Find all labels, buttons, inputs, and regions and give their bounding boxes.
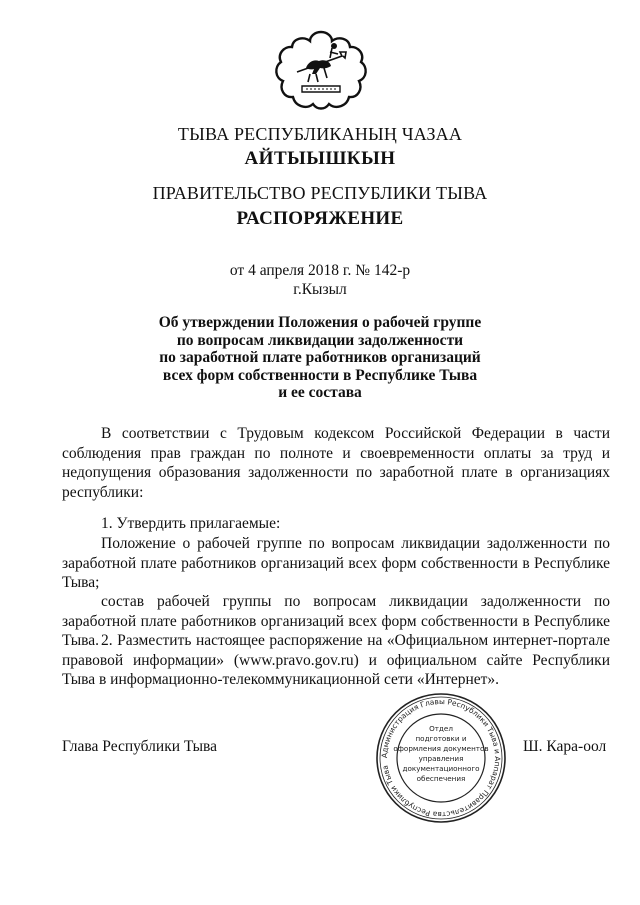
title-line: всех форм собственности в Республике Тыва xyxy=(162,366,478,384)
tuva-organization-name: ТЫВА РЕСПУБЛИКАНЫҢ ЧАЗАА xyxy=(177,124,463,144)
svg-text:Администрация Главы Республики: Администрация Главы Республики Тыва и Аппарат Правительства Республики Тыва xyxy=(379,696,503,820)
signatory-position: Глава Республики Тыва xyxy=(62,738,218,755)
tuva-coat-of-arms-icon xyxy=(272,28,370,114)
item-2-paragraph: 2. Разместить настоящее распоряжение на «Официальном интернет-портале правовой информации» (www.pravo.gov.ru) и официальном сайте Республики Тыва в информационно-телекоммуникационной сети «Интернет». xyxy=(62,632,610,688)
svg-text:управления: управления xyxy=(418,754,464,763)
document-date-number: от 4 апреля 2018 г. № 142-р xyxy=(229,262,411,279)
title-line: Об утверждении Положения о рабочей группе xyxy=(158,314,482,331)
title-line: по вопросам ликвидации задолженности xyxy=(176,331,464,349)
item-1-composition-paragraph: состав рабочей группы по вопросам ликвидации задолженности по заработной плате работников организаций всех форм собственности в Республике Тыва. xyxy=(62,593,610,649)
svg-text:Отдел: Отдел xyxy=(429,724,453,733)
document-title xyxy=(0,314,640,402)
svg-text:обеспечения: обеспечения xyxy=(416,774,466,783)
government-name: ПРАВИТЕЛЬСТВО РЕСПУБЛИКИ ТЫВА xyxy=(152,183,488,203)
document-city: г.Кызыл xyxy=(293,281,347,298)
title-line: и ее состава xyxy=(278,384,362,401)
document-type: РАСПОРЯЖЕНИЕ xyxy=(236,208,404,229)
item-1-paragraph: 1. Утвердить прилагаемые: xyxy=(101,515,281,532)
svg-text:документационного: документационного xyxy=(402,764,480,773)
signatory-name: Ш. Кара-оол xyxy=(523,738,607,755)
svg-text:оформления документов: оформления документов xyxy=(393,744,489,753)
tuva-document-type: АЙТЫЫШКЫН xyxy=(244,148,396,169)
title-line: по заработной плате работников организаций xyxy=(159,349,481,366)
item-1-regulation-paragraph: Положение о рабочей группе по вопросам ликвидации задолженности по заработной плате работников организаций всех форм собственности в Республике Тыва; xyxy=(62,535,610,591)
svg-text:подготовки и: подготовки и xyxy=(415,734,467,743)
official-stamp xyxy=(374,691,508,825)
preamble-paragraph: В соответствии с Трудовым кодексом Российской Федерации в части соблюдения прав граждан по полноте и своевременности оплаты за труд и недопущения образования задолженности по заработной плате в организациях республики: xyxy=(62,425,610,501)
